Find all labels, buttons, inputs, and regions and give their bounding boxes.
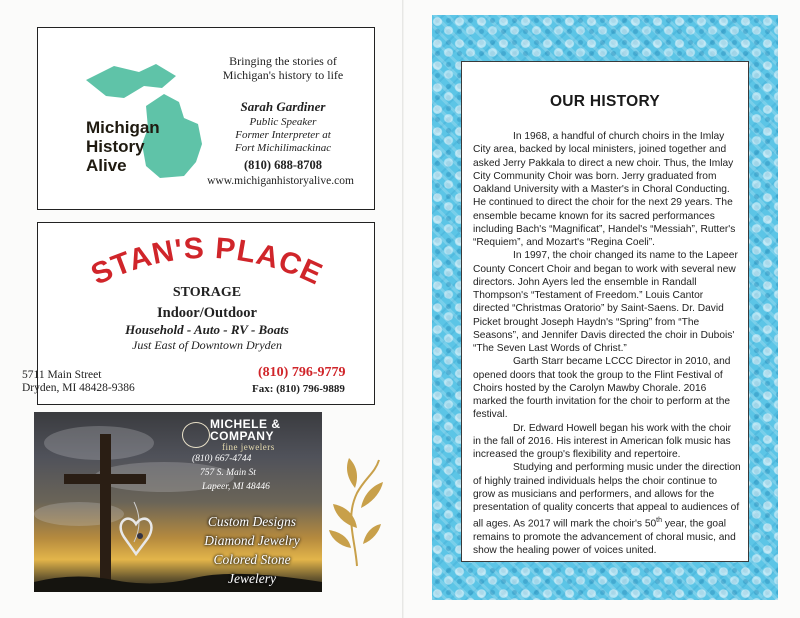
ad-michele-company [34,412,322,592]
michele-phone: (810) 667-4744 [192,454,252,464]
history-title: OUR HISTORY [549,93,661,110]
stans-phone: (810) 796-9779 [258,365,346,380]
indoor-outdoor: Indoor/Outdoor [157,305,257,321]
directions: Just East of Downtown Dryden [132,338,282,352]
stans-place-logo [38,227,376,291]
history-paragraph: Studying and performing music under the direction of highly trained individuals helps the choir continue to grow as musicians and performers, and allows for the presentation of quality concerts that appeal to audiences of all ages. As 2017 will mark the choir's 50th year, the goal remains to promote the advancement of choral music, and show the healing power of voices united. [473,462,741,557]
michele-subtitle: fine jewelers [222,442,275,452]
role-line-1: Public Speaker [249,116,317,128]
service-1: Custom Designs [207,514,297,529]
contact-name: Sarah Gardiner [240,99,326,114]
michele-city: Lapeer, MI 48446 [202,482,270,492]
role-line-3: Fort Michilimackinac [234,142,332,154]
ad-michigan-history-alive [37,27,375,210]
michele-services [182,512,322,588]
stans-fax: Fax: (810) 796-9889 [252,383,345,395]
history-paragraph: In 1997, the choir changed its name to the Lapeer County Concert Choir and began to work with several new directors. John Ayers led the ensemble in Randall Thompson's “Testament of Freedom.” Louis Cantor directed “Christmas Oratorio” by Saint-Saens. Dr. David Picket brought Joseph Haydn's “Spring” from “The Seasons”, and Jennifer Davis directed the choir in Dubois' “The Seven Last Words of Christ.” [473,250,738,354]
michele-name [210,418,281,442]
history-paragraph: Garth Starr became LCCC Director in 2010, and opened doors that took the group to the Flint Festival of Choirs hosted by the Carolyn Mawby Chorale. 2016 marked the fourth invitation for the choir to perform at the festival. [473,356,731,421]
service-2: Diamond Jewelry [204,533,300,548]
name-line-1: MICHELE & [210,417,281,431]
service-3: Colored Stone [213,552,291,567]
michele-street: 757 S. Main St [200,468,256,478]
michigan-history-alive-logo [86,118,181,175]
tagline: Bringing the stories of Michigan's history to life [222,54,344,82]
stans-title: STAN'S PLACE [86,231,328,291]
role-line-2: Former Interpreter at [235,129,331,141]
address-line-2: Dryden, MI 48428-9386 [22,382,135,394]
name-line-2: COMPANY [210,429,274,443]
our-history-panel [461,61,749,562]
contact-role [208,116,358,155]
address-line-1: 5711 Main Street [22,369,102,381]
address [22,369,135,395]
history-paragraph: Dr. Edward Howell began his work with the choir in the fall of 2016. His interest in American folk music has increased the group's flexibility and repertoire. [473,422,731,460]
history-body [473,130,741,557]
svg-text:STAN'S PLACE [86,232,327,291]
storage-services: Household - Auto - RV - Boats [125,322,289,337]
service-4: Jewelery [228,571,276,586]
phone-number: (810) 688-8708 [243,158,323,172]
brand-text: Michigan History Alive [86,118,160,175]
michele-logo-icon [182,422,210,448]
ad-stans-place [22,222,375,405]
storage-label: STORAGE [172,285,242,300]
floral-ornament-icon [327,448,387,568]
michele-contact [184,452,294,494]
history-paragraph: In 1968, a handful of church choirs in the Imlay City area, backed by local ministers, joined together and asked Jerry Pakkala to direct a new choir. Thus, the Imlay City Community Choir was born. Jerry graduated from Oakland University with a Master's in Choral Conducting. He continued to direct the choir for the next 29 years. The ensemble became known for its sacred performances including Bach's “Magnificat”, Handel's “Messiah”, Rutter's “Requiem”, and Mozart's “Regina Coeli”. [473,131,736,248]
website-url: www.michiganhistoryalive.com [207,175,354,187]
